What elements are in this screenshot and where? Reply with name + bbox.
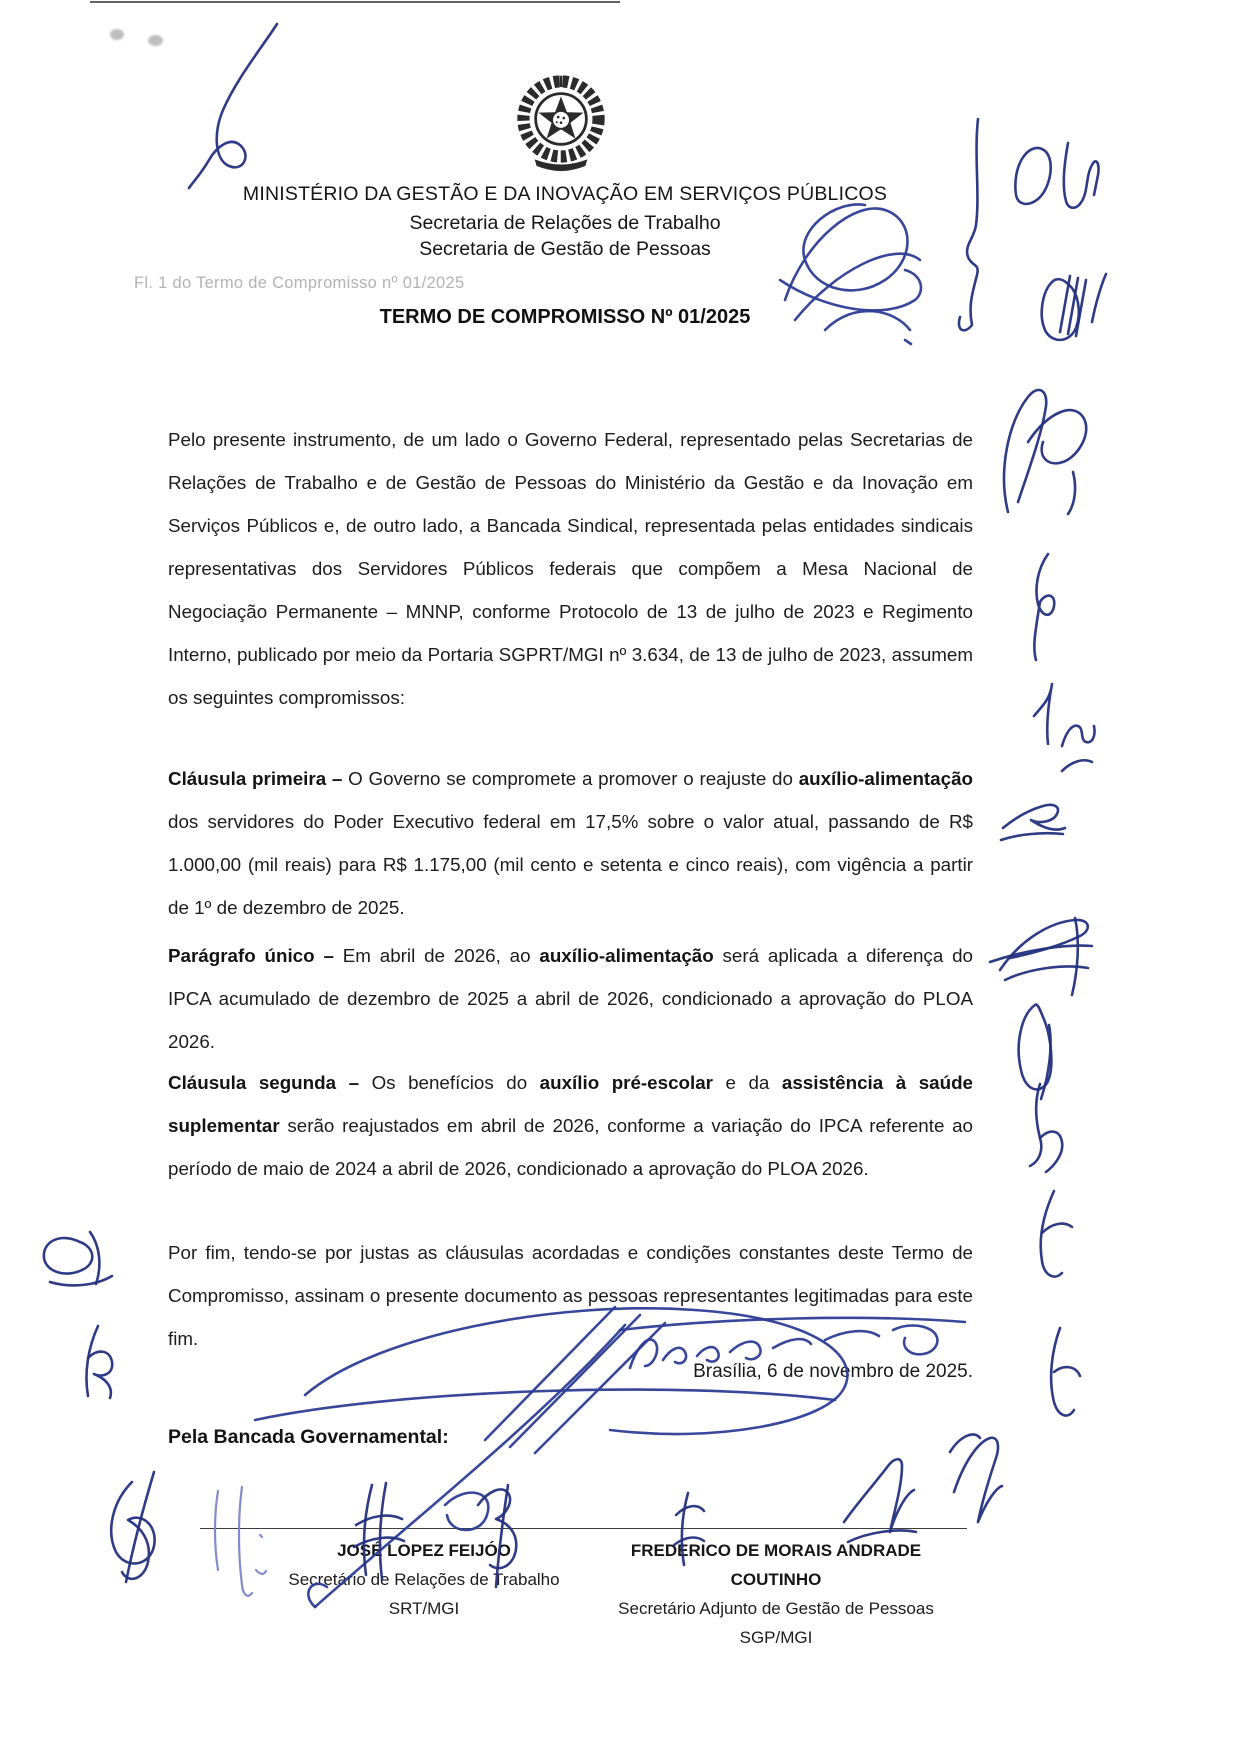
ink-initial-bottom-1 (92, 1462, 177, 1587)
paragraph-clausula-segunda: Cláusula segunda – Os benefícios do auxílio pré-escolar e da assistência à saúde suplementar serão reajustados em abril de 2026, conforme a variação do IPCA referente ao período de maio de 2024 a abril de 2026, condicionado a aprovação do PLOA 2026. (168, 1072, 973, 1179)
brazil-coat-of-arms-icon (514, 72, 608, 180)
scan-edge-artifact (90, 1, 620, 3)
ink-scribble-near-title (765, 180, 930, 355)
ink-mark-right-margin-4 (978, 382, 1098, 522)
ink-mark-right-margin-10 (1010, 1078, 1072, 1178)
ink-mark-right-margin-7 (995, 788, 1070, 848)
ink-signature-frederico-coutinho (605, 1308, 975, 1388)
ink-initial-bottom-3 (342, 1475, 412, 1585)
signatory-role: Secretário Adjunto de Gestão de Pessoas (618, 1599, 934, 1618)
ink-initial-bottom-7 (930, 1422, 1005, 1542)
signatory-name: JOSÉ LOPEZ FEIJÓO (337, 1541, 511, 1560)
folio-note: Fl. 1 do Termo de Compromisso nº 01/2025 (134, 274, 465, 292)
ink-mark-right-margin-2 (1008, 135, 1103, 235)
signatory-name: FREDERICO DE MORAIS ANDRADE COUTINHO (630, 1541, 922, 1589)
paragraph-paragrafo-unico: Parágrafo único – Em abril de 2026, ao auxílio-alimentação será aplicada a diferença do IPCA acumulado de dezembro de 2025 a abril de 2026, condicionado a aprovação do PLOA 2026. (168, 945, 974, 1052)
secretariat-line-2: Secretaria de Gestão de Pessoas (419, 238, 711, 260)
paragraph-encerramento: Por fim, tendo-se por justas as cláusulas acordadas e condições constantes deste Termo de Compromisso, assinam o presente documento as pessoas representantes legitimadas para este fim. (168, 1242, 973, 1349)
ministry-name: MINISTÉRIO DA GESTÃO E DA INOVAÇÃO EM SERVIÇOS PÚBLICOS (242, 183, 888, 205)
ink-initial-bottom-4 (458, 1475, 530, 1595)
ink-mark-right-margin-12 (1028, 1322, 1090, 1430)
scan-smudge (148, 35, 163, 46)
document-title: TERMO DE COMPROMISSO Nº 01/2025 (379, 306, 751, 328)
paragraph-intro: Pelo presente instrumento, de um lado o Governo Federal, representado pelas Secretarias de Relações de Trabalho e de Gestão de Pessoas do Ministério da Gestão e da Inovação em Serviços Públicos e, de outro lado, a Bancada Sindical, representada pelas entidades sindicais representativas dos Servidores Públicos federais que compõem a Mesa Nacional de Negociação Permanente – MNNP, conforme Protocolo de 13 de julho de 2023 e Regimento Interno, publicado por meio da Portaria SGPRT/MGI nº 3.634, de 13 de julho de 2023, assumem os seguintes compromissos: (168, 429, 973, 708)
ink-mark-right-margin-1 (950, 115, 998, 340)
ink-mark-right-margin-11 (1018, 1183, 1080, 1288)
scan-smudge (110, 29, 124, 40)
ink-initial-bottom-6 (828, 1442, 920, 1560)
signatory-org: SRT/MGI (388, 1599, 460, 1618)
ink-initial-bottom-2 (198, 1475, 273, 1605)
signatory-role: Secretário de Relações de Trabalho (288, 1570, 560, 1589)
ink-initial-bottom-5 (660, 1485, 715, 1585)
signatory-org: SGP/MGI (739, 1628, 813, 1647)
date-line: Brasília, 6 de novembro de 2025. (693, 1361, 973, 1382)
ink-mark-left-margin-1 (30, 1222, 125, 1302)
paragraph-clausula-primeira: Cláusula primeira – O Governo se compromete a promover o reajuste do auxílio-alimentação dos servidores do Poder Executivo federal em 17,5% sobre o valor atual, passando de R$ 1.000,00 (mil reais) para R$ 1.175,00 (mil cento e setenta e cinco reais), com vigência a partir de 1º de dezembro de 2025. (168, 768, 973, 918)
ink-mark-right-margin-8 (980, 910, 1098, 1005)
ink-mark-right-margin-5 (1018, 548, 1066, 666)
ink-mark-right-margin-6 (1022, 676, 1100, 796)
ink-mark-right-margin-3 (1022, 262, 1110, 352)
ink-mark-left-margin-2 (68, 1318, 130, 1410)
secretariat-line-1: Secretaria de Relações de Trabalho (409, 212, 721, 234)
signature-intro: Pela Bancada Governamental: (168, 1426, 449, 1448)
ink-signature-top-left (185, 18, 295, 193)
